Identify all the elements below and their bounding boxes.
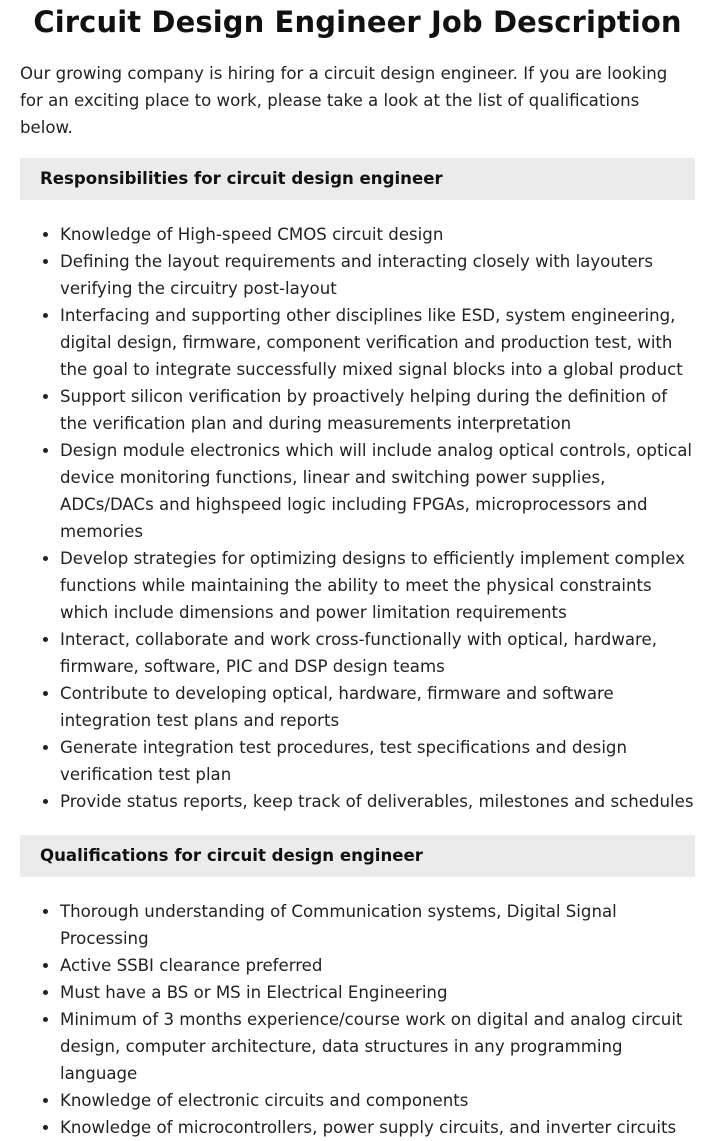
list-item: • Develop strategies for optimizing designs to efficiently implement complex functions while maintaining the ability to meet the physical constraints which include dimensions and power limitation requirements [60, 545, 695, 626]
list-item: • Generate integration test procedures, test specifications and design verification test plan [60, 734, 695, 788]
list-item: • Design module electronics which will include analog optical controls, optical device monitoring functions, linear and switching power supplies, ADCs/DACs and highspeed logic including FPGAs, microprocessors and memories [60, 437, 695, 545]
list-item: • Minimum of 3 months experience/course work on digital and analog circuit design, computer architecture, data structures in any programming language [60, 1006, 695, 1087]
list-item: • Provide status reports, keep track of deliverables, milestones and schedules [60, 788, 695, 815]
list-item: • Knowledge of electronic circuits and components [60, 1087, 695, 1114]
list-item: • Active SSBI clearance preferred [60, 952, 695, 979]
list-item: • Defining the layout requirements and interacting closely with layouters verifying the circuitry post-layout [60, 248, 695, 302]
list-item: • Interact, collaborate and work cross-functionally with optical, hardware, firmware, software, PIC and DSP design teams [60, 626, 695, 680]
list-item: • Must have a BS or MS in Electrical Engineering [60, 979, 695, 1006]
list-item: • Thorough understanding of Communication systems, Digital Signal Processing [60, 898, 695, 952]
list-item: • Knowledge of High-speed CMOS circuit design [60, 221, 695, 248]
responsibilities-list [20, 221, 695, 815]
list-item: • Support silicon verification by proactively helping during the definition of the verification plan and during measurements interpretation [60, 383, 695, 437]
qualifications-heading: Qualifications for circuit design engineer [20, 835, 695, 877]
list-item: • Contribute to developing optical, hardware, firmware and software integration test plans and reports [60, 680, 695, 734]
list-item: • Interfacing and supporting other disciplines like ESD, system engineering, digital design, firmware, component verification and production test, with the goal to integrate successfully mixed signal blocks into a global product [60, 302, 695, 383]
qualifications-list [20, 898, 695, 1141]
list-item: • Knowledge of microcontrollers, power supply circuits, and inverter circuits [60, 1114, 695, 1141]
page-title: Circuit Design Engineer Job Description [33, 5, 682, 39]
intro-paragraph: Our growing company is hiring for a circuit design engineer. If you are looking for an exciting place to work, please take a look at the list of qualifications below. [20, 64, 668, 137]
responsibilities-heading: Responsibilities for circuit design engineer [20, 158, 695, 200]
